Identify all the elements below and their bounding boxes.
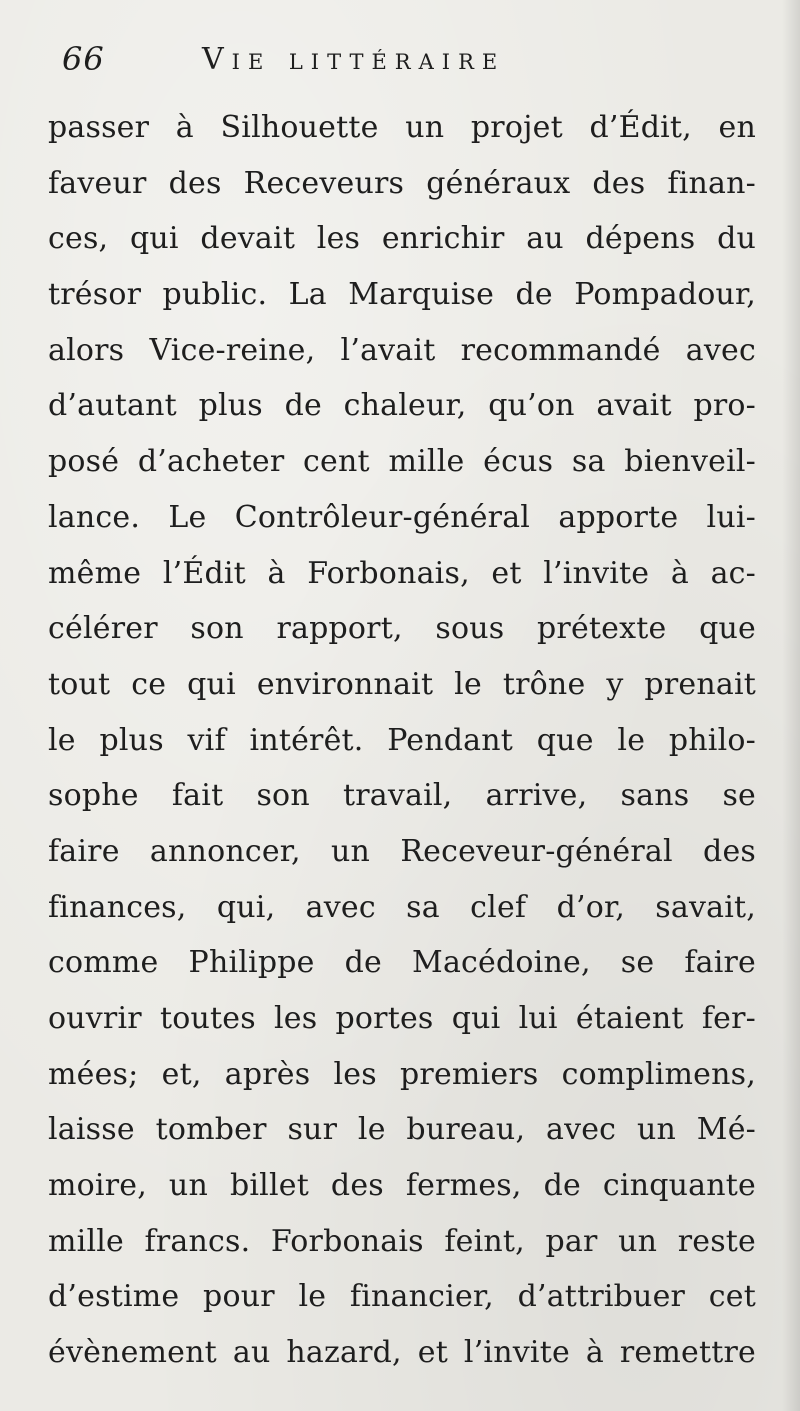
text-line: évènement au hazard, et l’invite à remettre (48, 1335, 756, 1371)
text-line: ces, qui devait les enrichir au dépens du (48, 221, 756, 257)
text-line: moire, un billet des fermes, de cinquante (48, 1168, 756, 1204)
text-line: mille francs. Forbonais feint, par un reste (48, 1223, 756, 1259)
text-line: lance. Le Contrôleur-général apporte lui- (48, 499, 756, 535)
body-text (48, 100, 756, 1381)
text-line: d’estime pour le financier, d’attribuer cet (48, 1279, 756, 1315)
text-line: trésor public. La Marquise de Pompadour, (48, 277, 756, 313)
text-line: sophe fait son travail, arrive, sans se (48, 778, 756, 814)
text-line: alors Vice-reine, l’avait recommandé avec (48, 332, 756, 368)
text-line: ouvrir toutes les portes qui lui étaient fer- (48, 1001, 756, 1036)
text-line: faire annoncer, un Receveur-général des (48, 833, 756, 869)
text-line: faveur des Receveurs généraux des finan- (48, 165, 756, 201)
page-number: 66 (62, 40, 105, 78)
text-line: passer à Silhouette un projet d’Édit, en (48, 110, 756, 145)
page-edge-shadow (782, 0, 800, 1411)
running-title: Vie littéraire (202, 42, 506, 77)
text-line: finances, qui, avec sa clef d’or, savait, (48, 889, 756, 925)
text-line: laisse tomber sur le bureau, avec un Mé- (48, 1112, 756, 1148)
text-line: le plus vif intérêt. Pendant que le philo- (48, 722, 756, 758)
text-line: célérer son rapport, sous prétexte que (48, 611, 756, 647)
text-line: d’autant plus de chaleur, qu’on avait pro- (48, 388, 756, 424)
text-line: mées; et, après les premiers complimens, (48, 1056, 756, 1092)
text-line: même l’Édit à Forbonais, et l’invite à ac- (48, 555, 756, 591)
text-line: posé d’acheter cent mille écus sa bienveil- (48, 444, 756, 480)
text-line: tout ce qui environnait le trône y prenait (48, 666, 756, 702)
running-head (62, 40, 762, 90)
text-line: comme Philippe de Macédoine, se faire (48, 945, 756, 981)
